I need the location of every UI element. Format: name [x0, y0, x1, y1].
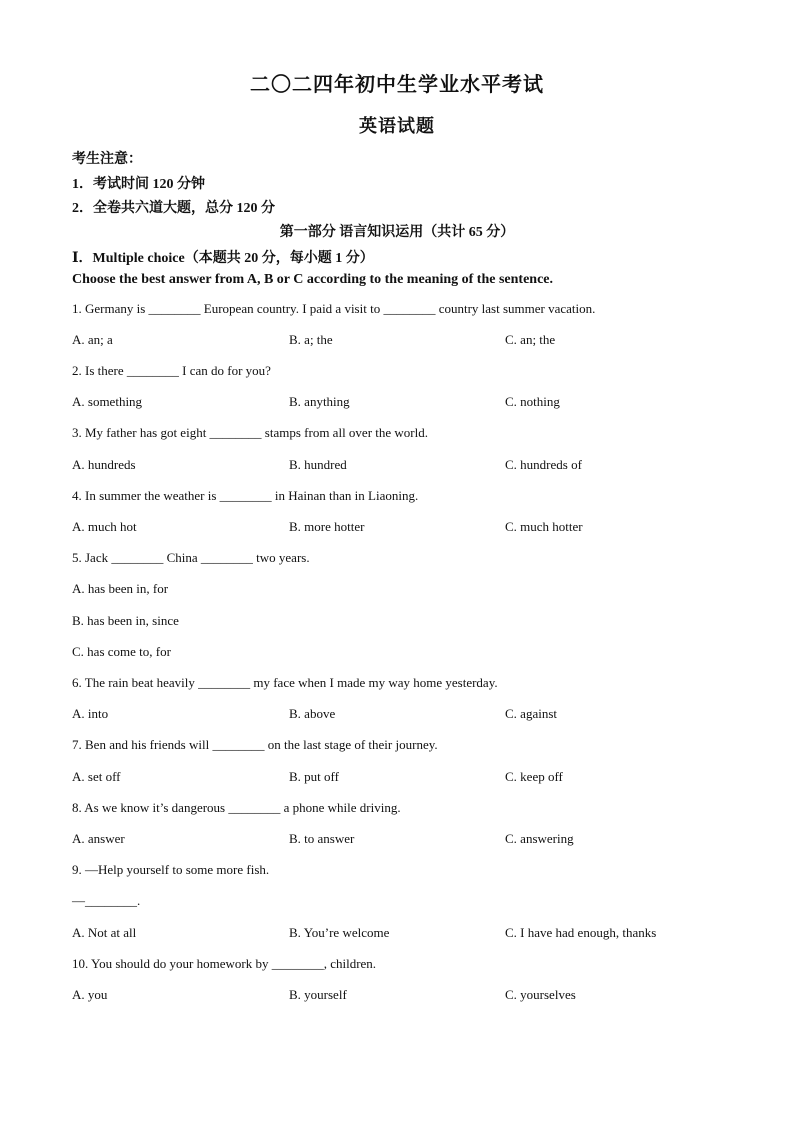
question-stem: 8. As we know it’s dangerous ________ a phone while driving.: [72, 800, 401, 815]
section-title: Ⅰ．Multiple choice（本题共 20 分，每小题 1 分）: [72, 251, 374, 266]
option-b: B. a; the: [289, 332, 333, 347]
option-a: A. set off: [72, 769, 121, 784]
question-stem: 6. The rain beat heavily ________ my face when I made my way home yesterday.: [72, 675, 498, 690]
option-c: C. has come to, for: [72, 644, 171, 659]
question-stem: 5. Jack ________ China ________ two years.: [72, 550, 310, 565]
option-a: A. answer: [72, 831, 125, 846]
question-stem: 1. Germany is ________ European country. I paid a visit to ________ country last summer vacation.: [72, 301, 596, 316]
option-c: C. yourselves: [505, 987, 576, 1002]
subject-title: 英语试题: [359, 116, 435, 136]
exam-title: 二〇二四年初中生学业水平考试: [250, 74, 544, 96]
notice-item-2: 2．全卷共六道大题，总分 120 分: [72, 201, 275, 216]
option-b: B. has been in, since: [72, 613, 179, 628]
option-a: A. something: [72, 394, 143, 409]
option-c: C. I have had enough, thanks: [505, 925, 657, 940]
option-c: C. against: [505, 706, 557, 721]
option-c: C. hundreds of: [505, 457, 582, 472]
option-a: A. Not at all: [72, 925, 137, 940]
option-b: B. put off: [289, 769, 339, 784]
option-b: B. You’re welcome: [289, 925, 390, 940]
option-b: B. above: [289, 706, 336, 721]
option-a: A. you: [72, 987, 108, 1002]
option-a: A. hundreds: [72, 457, 136, 472]
option-a: A. much hot: [72, 519, 137, 534]
question-response-line: —________.: [72, 893, 141, 908]
option-c: C. an; the: [505, 332, 556, 347]
option-a: A. an; a: [72, 332, 113, 347]
option-c: C. answering: [505, 831, 574, 846]
question-stem: 2. Is there ________ I can do for you?: [72, 363, 271, 378]
question-stem: 10. You should do your homework by ________, children.: [72, 956, 377, 971]
option-c: C. nothing: [505, 394, 560, 409]
notice-heading: 考生注意：: [72, 152, 142, 167]
section-instruction: Choose the best answer from A, B or C according to the meaning of the sentence.: [72, 272, 554, 287]
option-a: A. has been in, for: [72, 581, 169, 596]
option-b: B. hundred: [289, 457, 347, 472]
option-b: B. yourself: [289, 987, 347, 1002]
option-a: A. into: [72, 706, 109, 721]
option-c: C. much hotter: [505, 519, 583, 534]
option-b: B. anything: [289, 394, 350, 409]
part-heading: 第一部分 语言知识运用（共计 65 分）: [279, 225, 515, 240]
notice-item-1: 1．考试时间 120 分钟: [72, 177, 205, 192]
option-b: B. to answer: [289, 831, 355, 846]
question-stem: 7. Ben and his friends will ________ on the last stage of their journey.: [72, 737, 438, 752]
question-stem: 4. In summer the weather is ________ in Hainan than in Liaoning.: [72, 488, 419, 503]
question-stem: 3. My father has got eight ________ stamps from all over the world.: [72, 425, 428, 440]
question-stem: 9. —Help yourself to some more fish.: [72, 862, 270, 877]
option-b: B. more hotter: [289, 519, 365, 534]
option-c: C. keep off: [505, 769, 563, 784]
